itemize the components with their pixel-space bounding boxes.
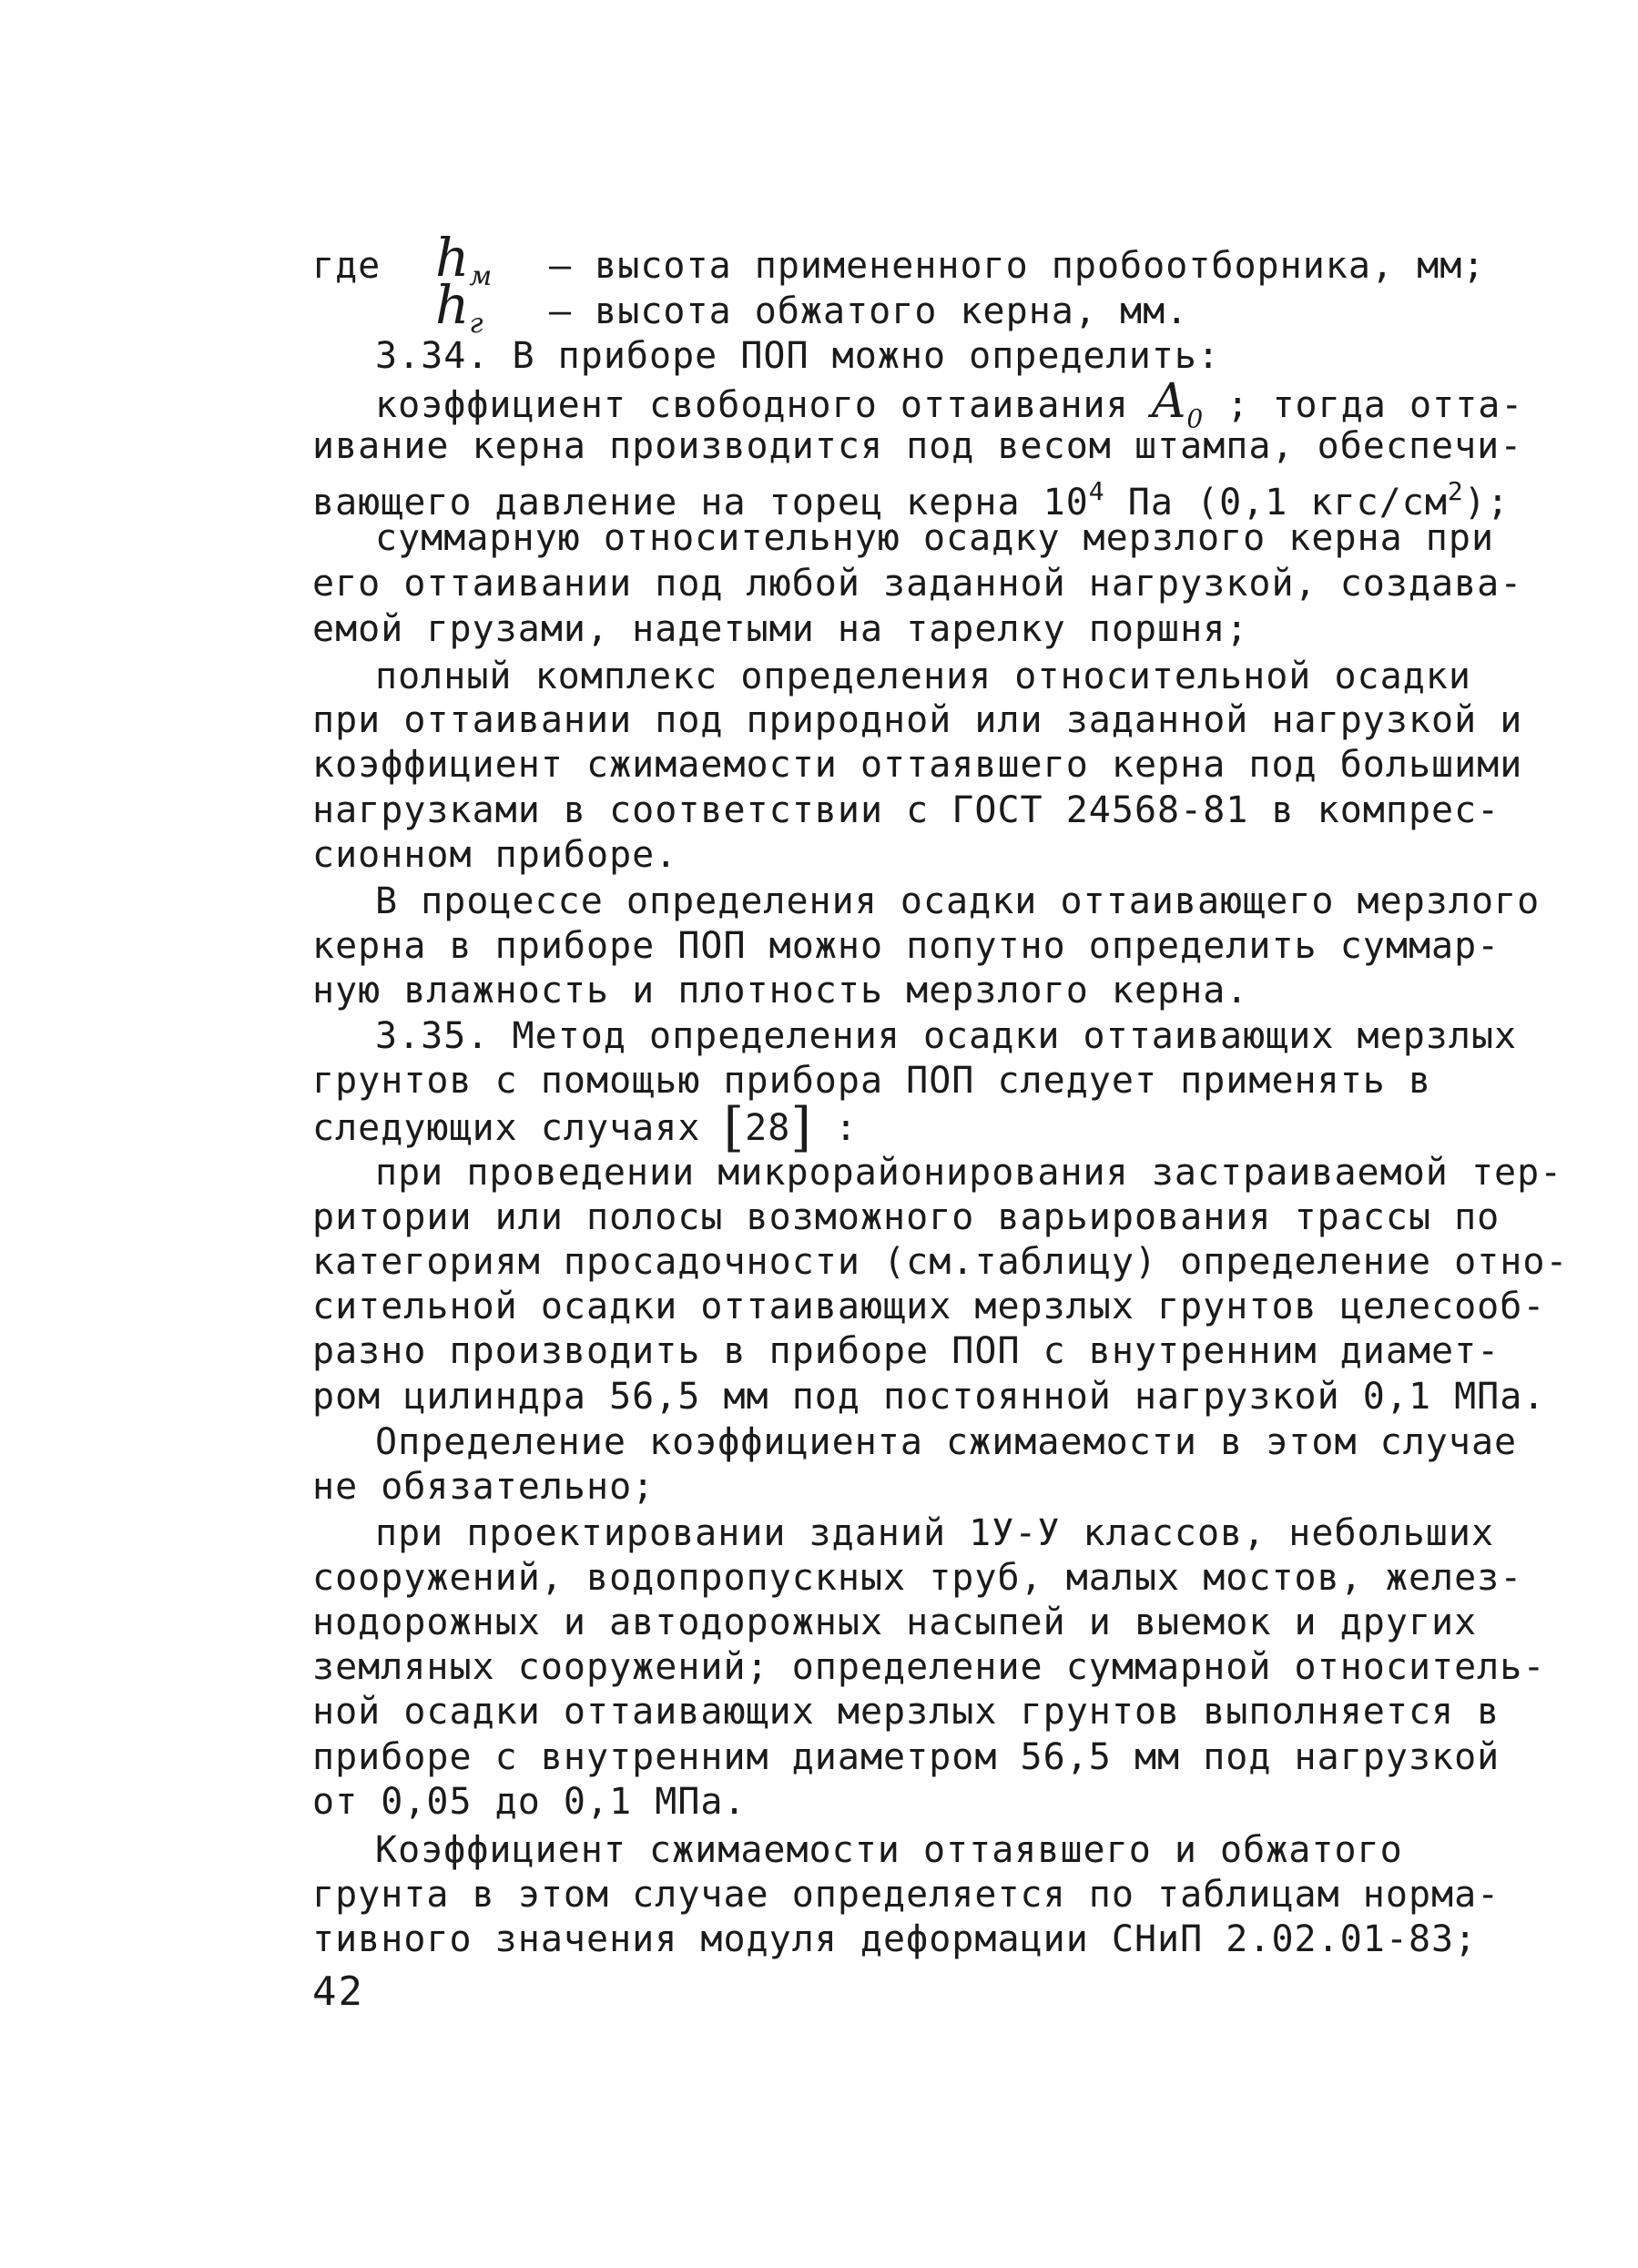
para-3-34-line: 3.34. В приборе ПОП можно определить: [375, 335, 1221, 377]
para-3-35-line: земляных сооружений; определение суммарной относитель- [312, 1646, 1546, 1688]
para-3-34-line: коэффициент сжимаемости оттаявшего керна под большими [312, 744, 1523, 786]
para-3-34-line: полный комплекс определения относительной осадки [375, 656, 1471, 697]
para-3-34-line: ную влажность и плотность мерзлого керна. [312, 970, 1249, 1012]
para-3-35-line: от 0,05 до 0,1 МПа. [312, 1781, 747, 1823]
para-3-35-line: ной осадки оттаивающих мерзлых грунтов выполняется в [312, 1691, 1501, 1733]
para-3-34-line: ивание керна производится под весом штампа, обеспечи- [312, 425, 1523, 467]
para-3-35-line: разно производить в приборе ПОП с внутренним диамет- [312, 1330, 1501, 1372]
para-3-35-line: при проведении микрорайонирования застраиваемой тер- [375, 1152, 1563, 1194]
para-3-35-line: при проектировании зданий 1У-У классов, небольших [375, 1512, 1495, 1554]
para-3-34-line: емой грузами, надетыми на тарелку поршня; [312, 608, 1249, 650]
para-3-35-line: грунта в этом случае определяется по таблицам норма- [312, 1874, 1501, 1916]
page-number: 42 [312, 1968, 364, 2015]
para-3-34-line: коэффициент свободного оттаивания $A_0$ ; тогда отта- [375, 374, 1524, 434]
para-3-35-line: тивного значения модуля деформации СНиП 2.02.01-83; [312, 1918, 1478, 1960]
para-3-35-line: грунтов с помощью прибора ПОП следует применять в [312, 1060, 1432, 1102]
para-3-35-line: Определение коэффициента сжимаемости в этом случае [375, 1421, 1518, 1463]
para-3-35-line: приборе с внутренним диаметром 56,5 мм под нагрузкой [312, 1736, 1501, 1778]
para-3-35-line: ром цилиндра 56,5 мм под постоянной нагрузкой 0,1 МПа. [312, 1376, 1546, 1418]
para-3-35-line: 3.35. Метод определения осадки оттаивающих мерзлых [375, 1015, 1518, 1057]
para-3-34-line: сионном приборе. [312, 834, 678, 876]
para-3-35-line: сительной осадки оттаивающих мерзлых грунтов целесооб- [312, 1286, 1546, 1327]
para-3-34-line: В процессе определения осадки оттаивающего мерзлого [375, 880, 1541, 922]
para-3-34-line: нагрузками в соответствии с ГОСТ 24568-81 в компрес- [312, 789, 1501, 831]
definition-h-m: – высота примененного пробоотборника, мм; [549, 245, 1486, 287]
symbol-h-m: $h_м$ [435, 227, 493, 292]
reference-number: 28 [745, 1107, 791, 1149]
para-3-35-line: Коэффициент сжимаемости оттаявшего и обжатого [375, 1829, 1403, 1871]
definition-h-g: – высота обжатого керна, мм. [549, 290, 1189, 332]
symbol-h-g: $h_г$ [435, 274, 483, 340]
para-3-34-line: при оттаивании под природной или заданной нагрузкой и [312, 699, 1523, 741]
para-3-35-line: не обязательно; [312, 1466, 656, 1508]
para-3-34-line: его оттаивании под любой заданной нагрузкой, создава- [312, 563, 1523, 605]
para-3-34-line: керна в приборе ПОП можно попутно определить суммар- [312, 925, 1501, 967]
para-3-34-line: вающего давление на торец керна $10^4$ Па (0,1 кгс/$см^2$); [312, 476, 1510, 524]
definitions-intro: где [312, 245, 382, 287]
para-3-35-line: сооружений, водопропускных труб, малых мостов, желез- [312, 1557, 1523, 1599]
para-3-35-line: следующих случаях [28] : [312, 1096, 859, 1158]
para-3-34-line: суммарную относительную осадку мерзлого керна при [375, 517, 1495, 559]
para-3-35-line: нодорожных и автодорожных насыпей и выемок и других [312, 1602, 1478, 1643]
para-3-35-line: ритории или полосы возможного варьирования трассы по [312, 1196, 1501, 1238]
para-3-35-line: категориям просадочности (см.таблицу) определение отно- [312, 1241, 1569, 1283]
